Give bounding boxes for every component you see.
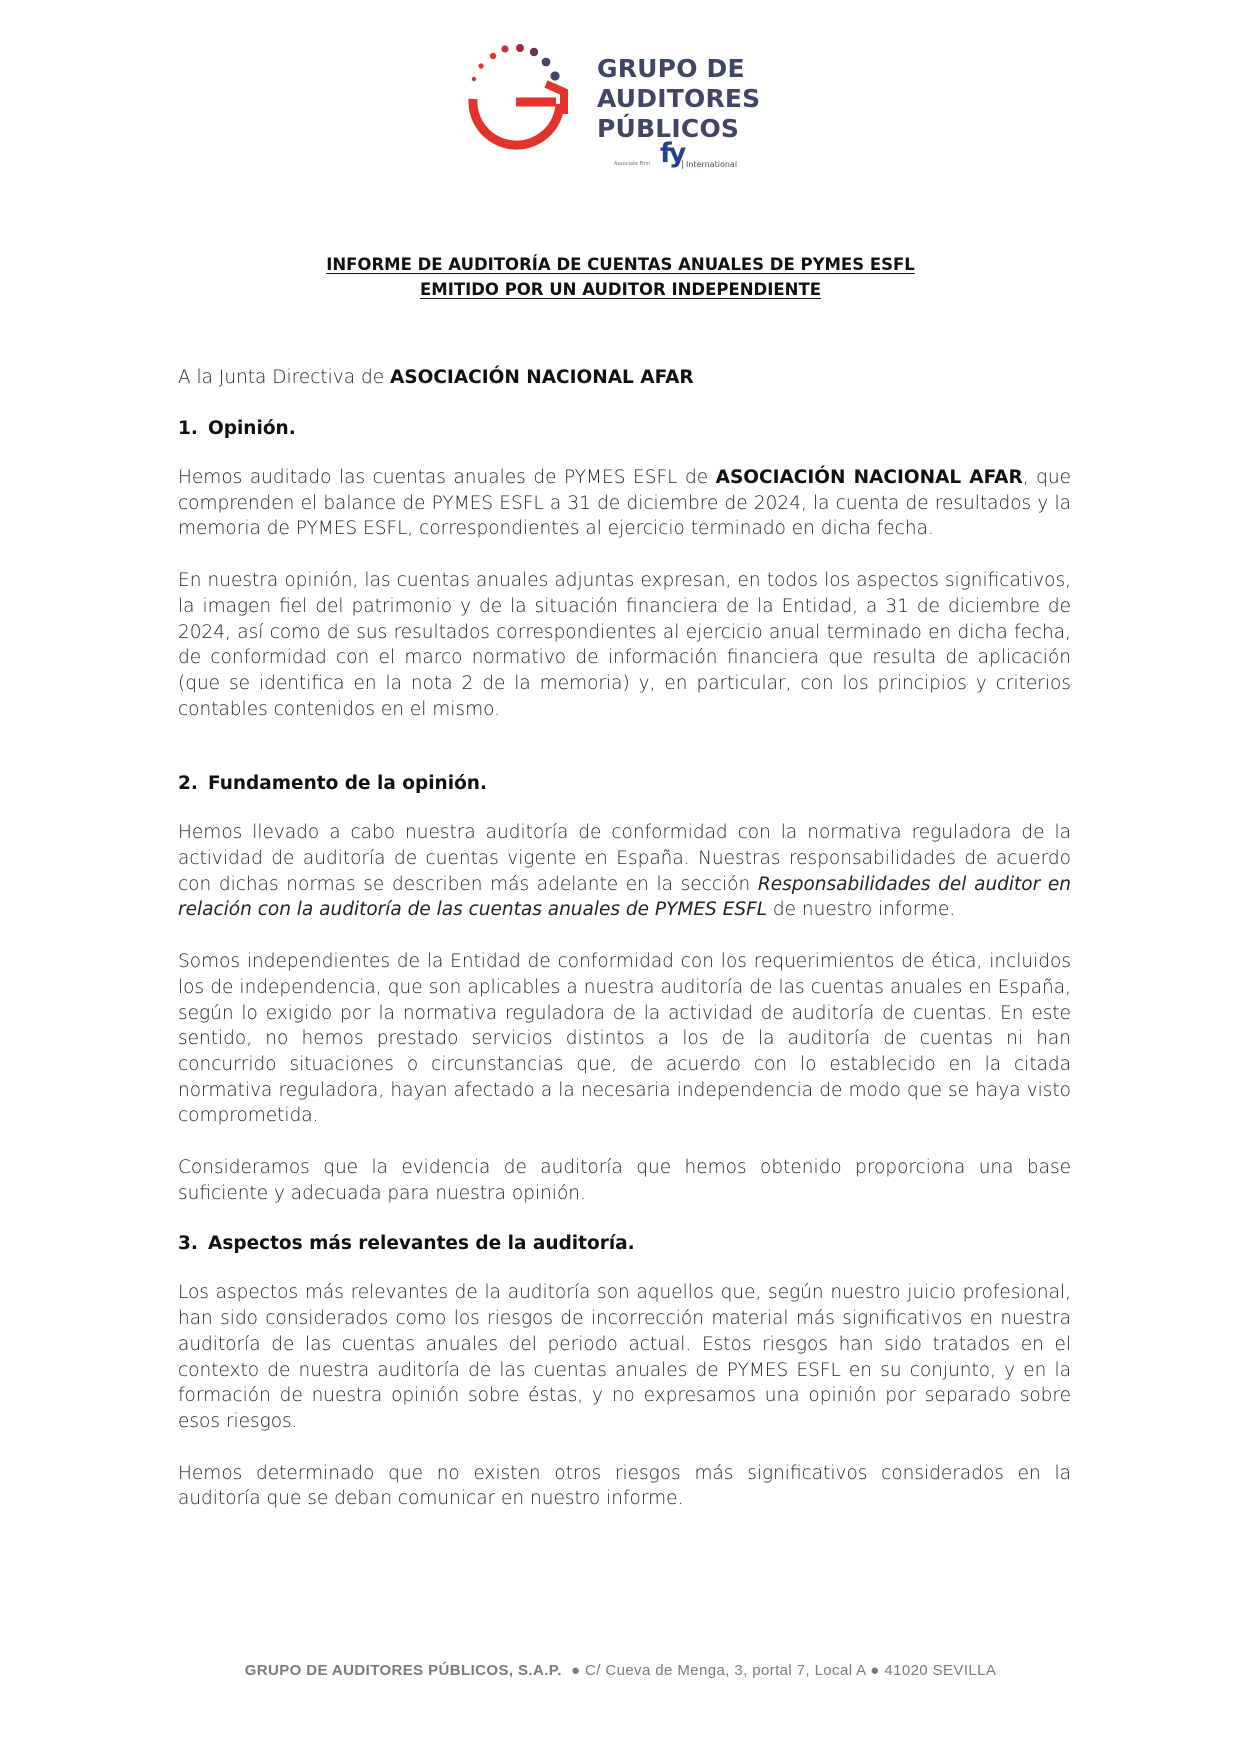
paragraph-text: Hemos auditado las cuentas anuales de PYMES ESFL de [178, 467, 716, 488]
paragraph: Somos independientes de la Entidad de conformidad con los requerimientos de ética, incluidos los de independencia, que son aplicables a nuestra auditoría de las cuentas anuales en España, según lo exigido por la normativa reguladora de la actividad de auditoría de cuentas. En este sentido, no hemos prestado servicios distintos a los de la auditoría de cuentas ni han concurrido situaciones o circunstancias que, de acuerdo con lo establecido en la citada normativa reguladora, hayan afectado a la necesaria independencia de modo que se haya visto comprometida. [178, 951, 1071, 1127]
addressee-entity: ASOCIACIÓN NACIONAL AFAR [389, 367, 694, 388]
section-heading-opinion [178, 415, 1071, 443]
addressee-prefix: A la Junta Directiva de [178, 367, 390, 388]
section-number: 2. [178, 773, 198, 795]
logo-line-1: GRUPO DE [597, 54, 745, 83]
footer-address: ● C/ Cueva de Menga, 3, portal 7, Local A ● 41020 SEVILLA [561, 1662, 997, 1679]
report-body [178, 364, 1071, 1512]
paragraph: Hemos determinado que no existen otros riesgos más significativos considerados en la auditoría que se deban comunicar en nuestro informe. [178, 1462, 1071, 1510]
paragraph: Los aspectos más relevantes de la auditoría son aquellos que, según nuestro juicio profesional, han sido considerados como los riesgos de incorrección material más significativos en nuestra auditoría de las cuentas anuales del periodo actual. Estos riesgos han sido tratados en el contexto de nuestra auditoría de las cuentas anuales de PYMES ESFL en su conjunto, y en la formación de nuestra opinión sobre éstas, y no expresamos una opinión por separado sobre esos riesgos. [178, 1282, 1071, 1432]
paragraph-text: de nuestro informe. [767, 899, 956, 921]
company-logo [468, 44, 768, 194]
paragraph: Consideramos que la evidencia de auditoría que hemos obtenido proporciona una base suficiente y adecuada para nuestra opinión. [178, 1157, 1071, 1204]
paragraph-text: Hemos llevado a cabo nuestra auditoría de conformidad con la normativa reguladora de la actividad de auditoría de cuentas vigente en España. Nuestras responsabilidades de acuerdo con dichas normas se describen más adelante en la sección [178, 822, 1071, 895]
page-footer [0, 1662, 1241, 1679]
addressee [178, 364, 1071, 392]
section-title: Aspectos más relevantes de la auditoría. [208, 1233, 635, 1255]
logo-wordmark [597, 54, 760, 144]
report-title-line-1: INFORME DE AUDITORÍA DE CUENTAS ANUALES DE PYMES ESFL [326, 255, 915, 274]
entity-name: ASOCIACIÓN NACIONAL AFAR [715, 467, 1023, 488]
logo-associate-label: Associate Firm [614, 161, 651, 167]
section-heading-basis [178, 770, 1071, 798]
section-title: Opinión. [208, 418, 296, 439]
paragraph: En nuestra opinión, las cuentas anuales adjuntas expresan, en todos los aspectos significativos, la imagen fiel del patrimonio y de la situación financiera de la Entidad, a 31 de diciembre de 2024, así como de sus resultados correspondientes al ejercicio anual terminado en dicha fecha, de conformidad con el marco normativo de información financiera que resulta de aplicación (que se identifica en la nota 2 de la memoria) y, en particular, con los principios y criterios contables contenidos en el mismo. [178, 570, 1071, 720]
section-number: 1. [178, 418, 198, 439]
section-number: 3. [178, 1233, 198, 1255]
section-reference: Responsabilidades del auditor en relación con la auditoría de las cuentas anuales de PYMES ESFL [178, 873, 1071, 921]
paragraph [178, 820, 1071, 923]
paragraph-text: , que comprenden el balance de PYMES ESFL a 31 de diciembre de 2024, la cuenta de resultados y la memoria de PYMES ESFL, correspondientes al ejercicio terminado en dicha fecha. [178, 467, 1071, 540]
logo-mark-icon [468, 44, 598, 154]
section-title: Fundamento de la opinión. [208, 773, 487, 795]
section-heading-key-matters [178, 1230, 1071, 1258]
footer-firm: GRUPO DE AUDITORES PÚBLICOS, S.A.P. [244, 1662, 562, 1679]
paragraph [178, 465, 1071, 542]
logo-international-label: International [682, 160, 737, 169]
logo-line-3: PÚBLICOS [597, 114, 740, 143]
report-title [0, 252, 1241, 302]
fy-logo-icon: fy [660, 138, 684, 169]
logo-line-2: AUDITORES [597, 84, 761, 113]
report-title-line-2: EMITIDO POR UN AUDITOR INDEPENDIENTE [420, 280, 821, 299]
